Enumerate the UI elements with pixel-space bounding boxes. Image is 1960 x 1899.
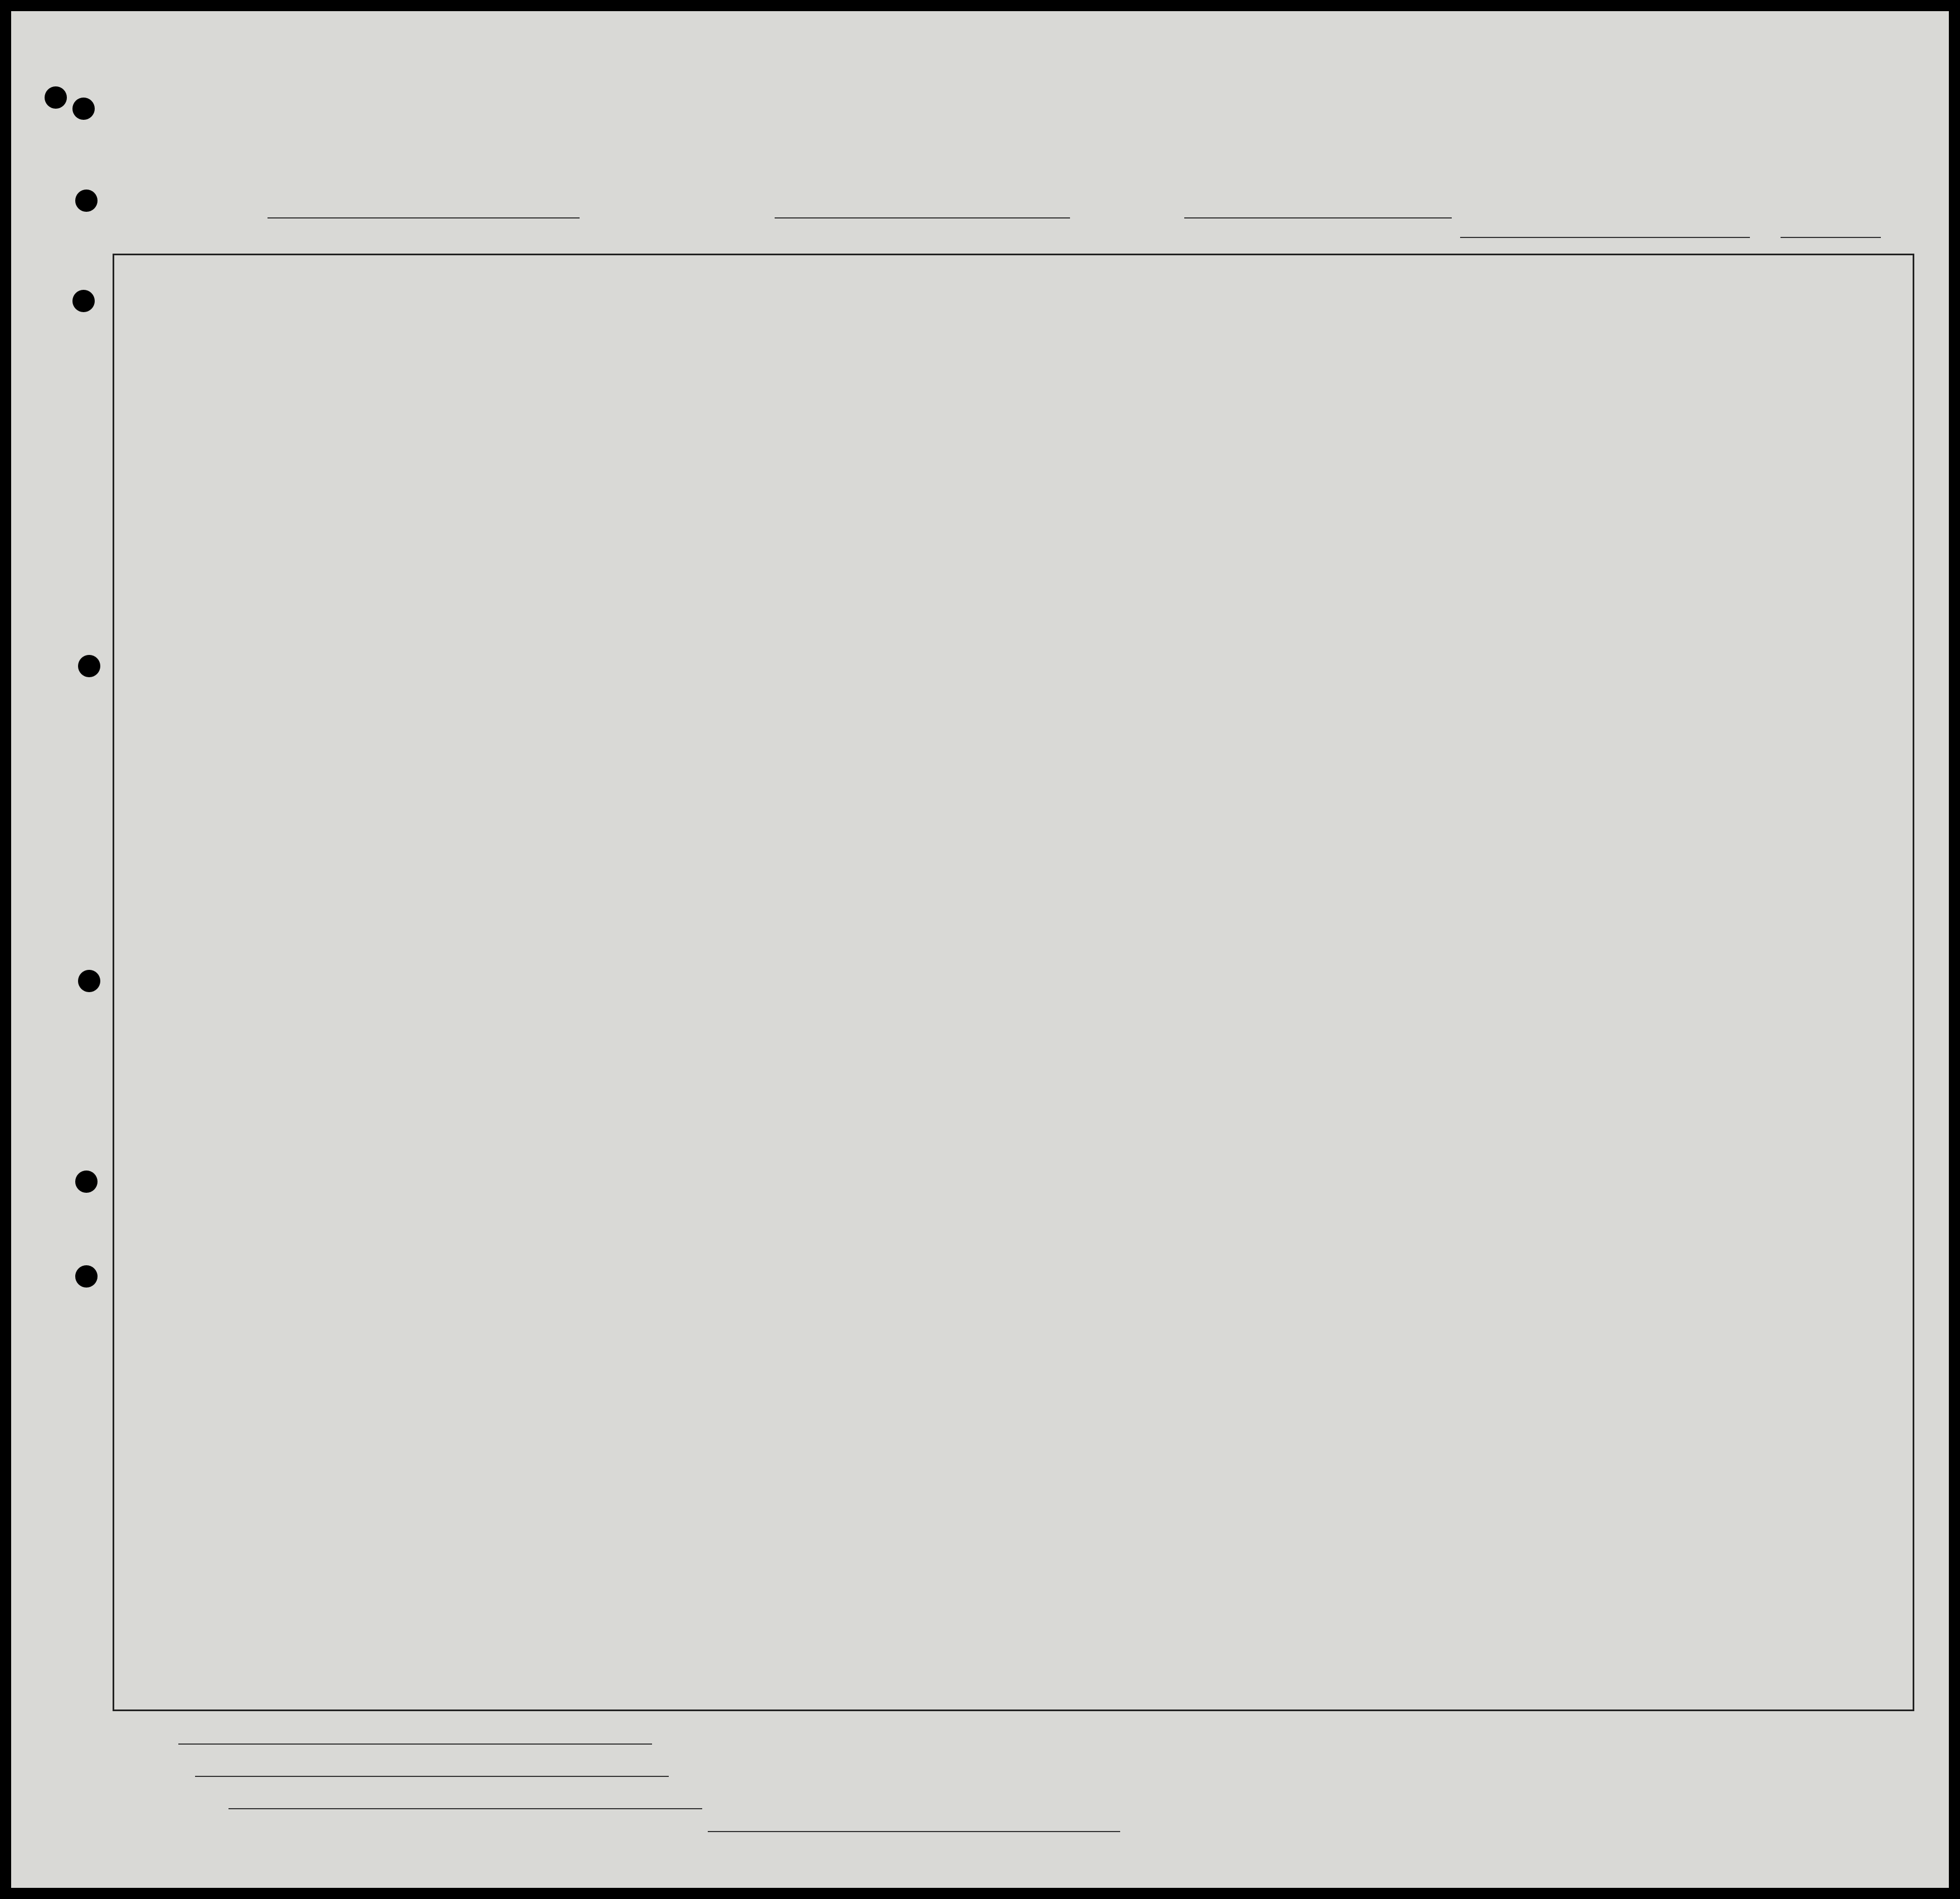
owners-value (195, 1776, 669, 1777)
punch-hole (72, 290, 95, 312)
vessel-name (268, 217, 580, 218)
arrival-date-line (1460, 237, 1750, 238)
punch-hole (75, 1171, 98, 1193)
punch-hole (45, 86, 67, 109)
punch-hole (78, 655, 100, 677)
line-value (178, 1743, 652, 1745)
crew-table (113, 254, 1914, 1711)
punch-hole (75, 1265, 98, 1288)
inspector-line (708, 1831, 1120, 1832)
manifest-page (11, 11, 1949, 1888)
punch-hole (78, 970, 100, 992)
punch-hole (72, 98, 95, 120)
year-line (1781, 237, 1881, 238)
sailing-port (775, 217, 1070, 218)
arrival-port (1184, 217, 1452, 218)
agents-value (228, 1808, 702, 1809)
punch-hole (75, 190, 98, 212)
